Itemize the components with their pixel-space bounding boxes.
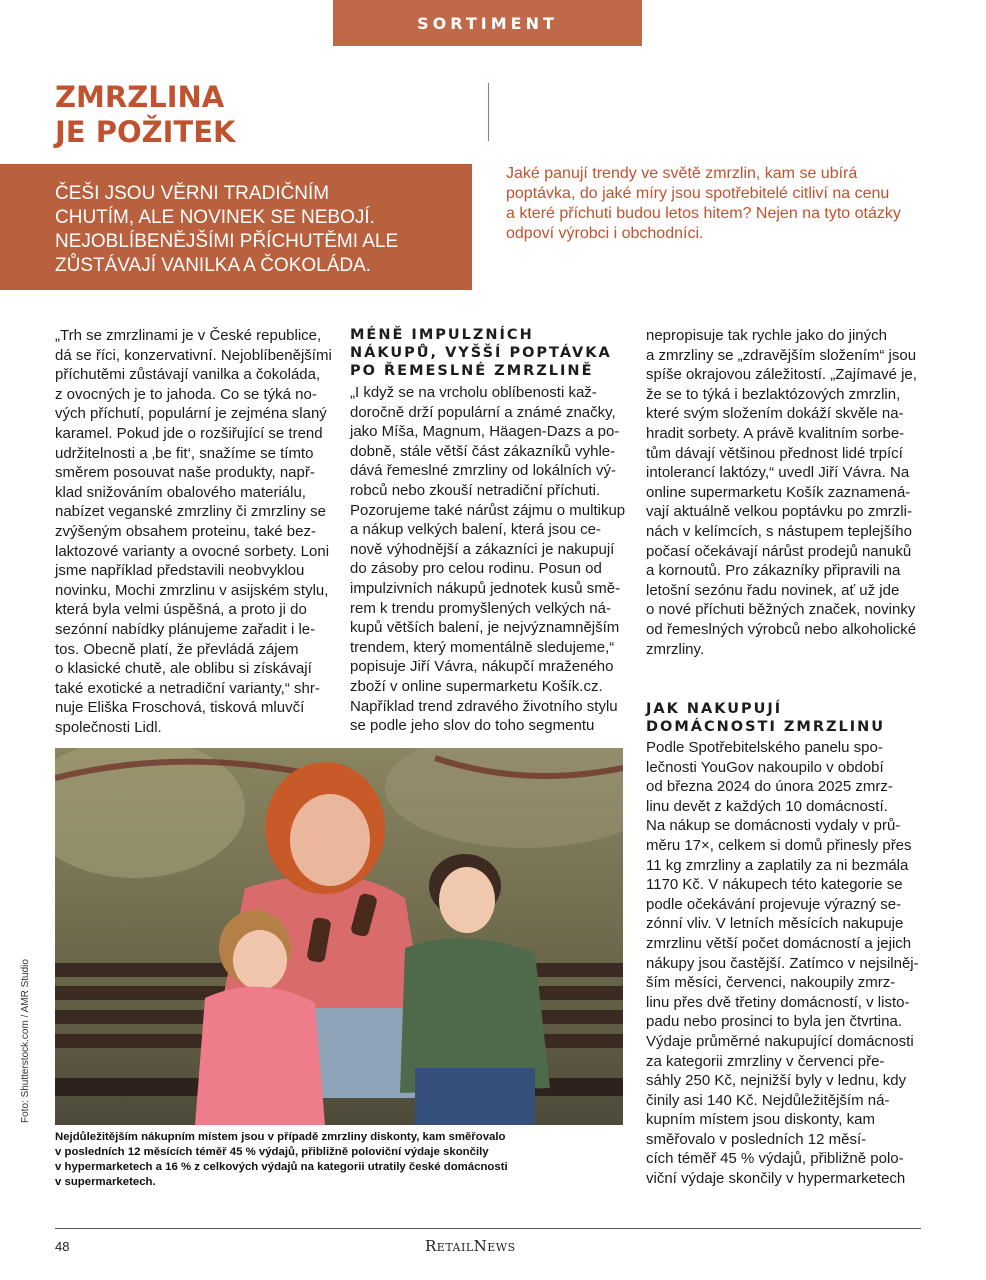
brand-logo: RetailNews [425, 1237, 516, 1255]
paragraph-line: Výdaje průměrné nakupující domácnosti [646, 1032, 914, 1050]
paragraph-line: které svým složením dokáží skvěle na- [646, 405, 904, 423]
paragraph-line: o nové příchuti běžných značek, novinky [646, 601, 916, 619]
paragraph-line: trendem, který momentálně sledujeme,“ [350, 638, 615, 656]
paragraph-line: z ovocných je to jahoda. Co se týká no- [55, 385, 317, 403]
perex [506, 164, 926, 244]
paragraph-line: viční výdaje skončily v hypermarketech [646, 1170, 906, 1188]
paragraph-line: tům dávají většinou přednost lidé trpící [646, 444, 903, 462]
lead-line: NEJOBLÍBENĚJŠÍMI PŘÍCHUTĚMI ALE [55, 231, 399, 252]
paragraph-line: zboží v online supermarketu Košík.cz. [350, 677, 603, 695]
photo-family-icecream [55, 748, 623, 1125]
footer-rule [55, 1228, 921, 1229]
paragraph-line: zvýšeným obsahem proteinu, také bez- [55, 522, 316, 540]
heading-line: NÁKUPŮ, VYŠŠÍ POPTÁVKA [350, 345, 612, 361]
paragraph-line: Pozorujeme také nárůst zájmu o multikup [350, 501, 626, 519]
paragraph-line: směřovalo v posledních 12 měsí- [646, 1130, 867, 1148]
paragraph-line: lečnosti YouGov nakoupilo v období [646, 758, 884, 776]
paragraph-line: za kategorii zmrzliny v červenci pře- [646, 1052, 885, 1070]
paragraph-line: nově výhodnější a zákazníci je nakupují [350, 540, 615, 558]
paragraph-line: doročně drží populární a známé značky, [350, 403, 616, 421]
paragraph-line: kupů větších balení, je nejvýznamnějším [350, 619, 620, 637]
section-tab: SORTIMENT [333, 0, 642, 46]
paragraph-line: společnosti Lidl. [55, 718, 162, 736]
paragraph-line: do zásoby pro celou rodinu. Posun od [350, 560, 602, 578]
paragraph-line: popisuje Jiří Vávra, nákupčí mraženého [350, 658, 614, 676]
perex-line: a které příchuti budou letos hitem? Nejen na tyto otázky [506, 205, 901, 222]
paragraph-line: Na nákup se domácnosti vydaly v prů- [646, 817, 901, 835]
photo-caption [55, 1130, 623, 1190]
column-1 [55, 326, 332, 737]
paragraph-line: která byla velmi úspěšná, a proto ji do [55, 601, 307, 619]
paragraph-line: směrem posouvat naše produkty, např- [55, 464, 315, 482]
paragraph-line: příchutěmi zůstávají vanilka a čokoláda, [55, 366, 321, 384]
paragraph-line: sezónní nabídky plánujeme zařadit i le- [55, 620, 316, 638]
caption-line: v hypermarketech a 16 % z celkových výdajů na kategorii utratily české domácnosti [55, 1161, 508, 1173]
perex-line: odpoví výrobci i obchodníci. [506, 225, 704, 242]
paragraph-line: udržitelnosti a ‚be fit‘, snažíme se tímto [55, 444, 314, 462]
paragraph-line: nách v kelímcích, s nástupem teplejšího [646, 522, 912, 540]
paragraph-line: padu nebo prosinci to byla jen čtvrtina. [646, 1013, 902, 1031]
paragraph-line: letošní sezónu řadu novinek, ať už jde [646, 581, 900, 599]
paragraph-line: zmrzlinu větší počet domácností a jejich [646, 934, 912, 952]
perex-line: poptávka, do jaké míry jsou spotřebitelé citliví na cenu [506, 185, 890, 202]
column-3 [646, 326, 917, 659]
column-2 [350, 383, 625, 736]
lead-box [0, 164, 472, 290]
perex-line: Jaké panují trendy ve světě zmrzlin, kam se ubírá [506, 165, 858, 182]
paragraph-line: nepropisuje tak rychle jako do jiných [646, 327, 887, 344]
paragraph-line: 1170 Kč. V nákupech této kategorie se [646, 876, 903, 894]
caption-line: Nejdůležitějším nákupním místem jsou v případě zmrzliny diskonty, kam směřovalo [55, 1131, 506, 1143]
paragraph-line: a nákup velkých balení, která jsou ce- [350, 521, 601, 539]
paragraph-line: činily asi 140 Kč. Nejdůležitějším ná- [646, 1091, 890, 1109]
lead-line: ČEŠI JSOU VĚRNI TRADIČNÍM [55, 183, 330, 204]
paragraph-line: o klasické chutě, ale oblibu si získávají [55, 660, 312, 678]
caption-line: v supermarketech. [55, 1176, 156, 1188]
subheading-households [646, 700, 885, 736]
paragraph-line: jsme například představili neobvyklou [55, 562, 305, 580]
column-3-continued [646, 738, 919, 1189]
headline-line: ZMRZLINA [55, 80, 225, 114]
subheading-impulse [350, 326, 612, 380]
paragraph-line: online supermarketu Košík zaznamená- [646, 483, 911, 501]
paragraph-line: podle očekávání projevuje výrazný se- [646, 895, 902, 913]
caption-line: v posledních 12 měsících téměř 45 % výdajů, přibližně poloviční výdaje skončily [55, 1146, 489, 1158]
paragraph-line: a zmrzliny se „zdravějším složením“ jsou [646, 346, 917, 364]
paragraph-line: vají aktuálně velkou poptávku po zmrzli- [646, 503, 912, 521]
paragraph-line: novinku, Mochi zmrzlinu v asijském stylu, [55, 581, 329, 599]
paragraph-line: karamel. Pokud jde o rozšiřující se trend [55, 424, 323, 442]
paragraph-line: od řemeslných výrobců nebo alkoholické [646, 620, 917, 638]
paragraph-line: hradit sorbety. A právě kvalitním sorbe- [646, 424, 905, 442]
lead-line: ZŮSTÁVAJÍ VANILKA A ČOKOLÁDA. [55, 255, 372, 276]
lead-line: CHUTÍM, ALE NOVINEK SE NEBOJÍ. [55, 207, 375, 228]
paragraph-line: kupním místem jsou diskonty, kam [646, 1111, 875, 1129]
paragraph-line: také exotické a netradiční varianty,“ shr- [55, 679, 320, 697]
page-number: 48 [55, 1239, 70, 1254]
paragraph-line: nabízet veganské zmrzliny či zmrzliny se [55, 503, 326, 521]
heading-line: DOMÁCNOSTI ZMRZLINU [646, 719, 886, 735]
paragraph-line: cích téměř 45 % výdajů, přibližně polo- [646, 1150, 904, 1168]
paragraph-line: že se to týká i bezlaktózových zmrzlin, [646, 385, 901, 403]
paragraph-line: a kornoutů. Pro zákazníky připravili na [646, 562, 901, 580]
paragraph-line: laktozové varianty a ovocné sorbety. Loni [55, 542, 330, 560]
paragraph-line: od března 2024 do února 2025 zmrz- [646, 778, 893, 796]
paragraph-line: „Trh se zmrzlinami je v České republice, [55, 327, 322, 344]
paragraph-line: tos. Obecně platí, že převládá zájem [55, 640, 299, 658]
paragraph-line: zmrzliny. [646, 640, 705, 658]
heading-line: PO ŘEMESLNÉ ZMRZLINĚ [350, 363, 594, 379]
heading-line: JAK NAKUPUJÍ [646, 701, 783, 717]
paragraph-line: počasí očekávají nárůst prodejů nanuků [646, 542, 912, 560]
paragraph-line: rem k trendu promyšlených velkých ná- [350, 599, 611, 617]
paragraph-line: vých příchutí, populární je zejména slaný [55, 405, 327, 423]
paragraph-line: ším měsíci, červenci, nakoupily zmrz- [646, 974, 896, 992]
paragraph-line: zónní vliv. V letních měsících nakupuje [646, 915, 904, 933]
paragraph-line: jako Míša, Magnum, Häagen-Dazs a po- [350, 423, 620, 441]
paragraph-line: 11 kg zmrzliny a zaplatily za ni bezmála [646, 856, 909, 874]
family-photo-illustration [55, 748, 623, 1125]
paragraph-line: intolerancí laktózy,“ uvedl Jiří Vávra. Na [646, 464, 910, 482]
paragraph-line: Například trend zdravého životního stylu [350, 697, 618, 715]
paragraph-line: Podle Spotřebitelského panelu spo- [646, 739, 883, 756]
divider [488, 83, 489, 141]
article-headline [55, 80, 236, 150]
photo-credit: Foto: Shutterstock.com / AMR Studio [20, 959, 31, 1123]
paragraph-line: dává řemeslné zmrzliny od lokálních vý- [350, 462, 616, 480]
paragraph-line: dá se říci, konzervativní. Nejoblíbenějšími [55, 346, 332, 364]
paragraph-line: impulzivních nákupů jednotek kusů smě- [350, 579, 621, 597]
heading-line: MÉNĚ IMPULZNÍCH [350, 327, 534, 343]
lead-text [55, 182, 398, 278]
paragraph-line: linu devět z každých 10 domácností. [646, 797, 888, 815]
paragraph-line: nuje Eliška Froschová, tisková mluvčí [55, 699, 305, 717]
paragraph-line: klad snižováním obalového materiálu, [55, 483, 306, 501]
paragraph-line: spíše okrajovou záležitostí. „Zajímavé je, [646, 366, 917, 384]
headline-line: JE POŽITEK [55, 115, 236, 149]
paragraph-line: nákupy jsou častější. Zatímco v nejsilněj- [646, 954, 919, 972]
paragraph-line: „I když se na vrcholu oblíbenosti kaž- [350, 384, 597, 401]
paragraph-line: dobně, stále větší část zákazníků vyhle- [350, 442, 616, 460]
paragraph-line: se podle jeho slov do toho segmentu [350, 717, 595, 735]
paragraph-line: robců nebo zkouší netradiční příchuti. [350, 481, 601, 499]
paragraph-line: sáhly 250 Kč, nejnižší byly v lednu, kdy [646, 1072, 907, 1090]
paragraph-line: měru 17×, celkem si domů přinesly přes [646, 836, 912, 854]
paragraph-line: linu přes dvě třetiny domácností, v listo- [646, 993, 910, 1011]
